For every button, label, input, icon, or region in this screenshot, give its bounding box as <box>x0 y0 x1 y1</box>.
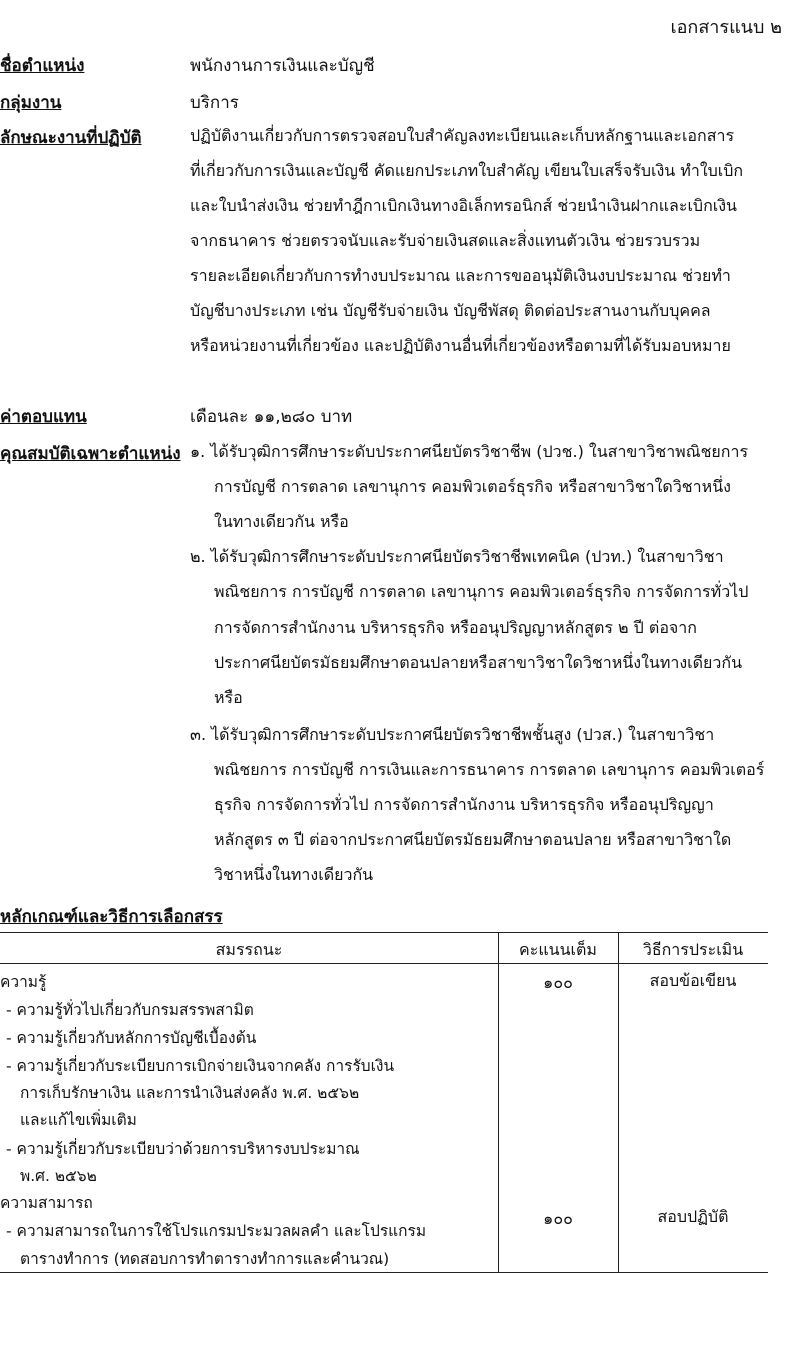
qualification-line: ประกาศนียบัตรมัธยมศึกษาตอนปลายหรือสาขาวิชาใดวิชาหนึ่งในทางเดียวกัน <box>214 653 743 672</box>
pay-value: เดือนละ ๑๑,๒๘๐ บาท <box>190 407 353 427</box>
table-border <box>0 963 768 964</box>
qualification-line: การบัญชี การตลาด เลขานุการ คอมพิวเตอร์ธุรกิจ หรือสาขาวิชาใดวิชาหนึ่ง <box>214 477 731 496</box>
row-category-knowledge: ความรู้ <box>0 973 47 991</box>
row-item: ตารางทำการ (ทดสอบการทำตารางทำการและคำนวณ) <box>20 1250 390 1268</box>
row-item: - ความรู้เกี่ยวกับระเบียบว่าด้วยการบริหารงบประมาณ <box>6 1140 360 1158</box>
duties-line: และใบนำส่งเงิน ช่วยทำฎีกาเบิกเงินทางอิเล็กทรอนิกส์ ช่วยนำเงินฝากและเบิกเงิน <box>190 196 737 215</box>
row-item: - ความรู้เกี่ยวกับหลักการบัญชีเบื้องต้น <box>6 1029 257 1047</box>
qualification-line: ธุรกิจ การจัดการทั่วไป การจัดการสำนักงาน บริหารธุรกิจ หรืออนุปริญญา <box>214 795 714 814</box>
group-value: บริการ <box>190 93 239 113</box>
qualification-line: พณิชยการ การบัญชี การเงินและการธนาคาร การตลาด เลขานุการ คอมพิวเตอร์ <box>214 760 765 779</box>
qualification-line: วิชาหนึ่งในทางเดียวกัน <box>214 865 374 884</box>
duties-line: ที่เกี่ยวกับการเงินและบัญชี คัดแยกประเภทใบสำคัญ เขียนใบเสร็จรับเงิน ทำใบเบิก <box>190 161 744 180</box>
row-category-ability: ความสามารถ <box>0 1194 93 1212</box>
row-score: ๑๐๐ <box>543 973 573 992</box>
duties-line: จากธนาคาร ช่วยตรวจนับและรับจ่ายเงินสดและสิ่งแทนตัวเงิน ช่วยรวบรวม <box>190 231 701 250</box>
table-header-competency: สมรรถนะ <box>215 940 283 959</box>
attachment-label: เอกสารแนบ ๒ <box>670 17 782 38</box>
selection-heading: หลักเกณฑ์และวิธีการเลือกสรร <box>0 907 223 927</box>
row-item: พ.ศ. ๒๕๖๒ <box>20 1167 97 1185</box>
qualification-line: การจัดการสำนักงาน บริหารธุรกิจ หรืออนุปริญญาหลักสูตร ๒ ปี ต่อจาก <box>214 618 697 637</box>
duties-line: หรือหน่วยงานที่เกี่ยวข้อง และปฏิบัติงานอื่นที่เกี่ยวข้องหรือตามที่ได้รับมอบหมาย <box>190 336 731 355</box>
duties-line: ปฏิบัติงานเกี่ยวกับการตรวจสอบใบสำคัญลงทะเบียนและเก็บหลักฐานและเอกสาร <box>190 126 735 145</box>
table-header-full-score: คะแนนเต็ม <box>519 940 597 959</box>
qualification-line: ๓. ได้รับวุฒิการศึกษาระดับประกาศนียบัตรวิชาชีพชั้นสูง (ปวส.) ในสาขาวิชา <box>190 725 715 744</box>
table-border <box>0 1272 768 1273</box>
position-value: พนักงานการเงินและบัญชี <box>190 56 375 76</box>
row-item: - ความรู้เกี่ยวกับระเบียบการเบิกจ่ายเงินจากคลัง การรับเงิน <box>6 1057 395 1075</box>
qualification-line: ๑. ได้รับวุฒิการศึกษาระดับประกาศนียบัตรวิชาชีพ (ปวช.) ในสาขาวิชาพณิชยการ <box>190 442 749 461</box>
qualification-line: ๒. ได้รับวุฒิการศึกษาระดับประกาศนียบัตรวิชาชีพเทคนิค (ปวท.) ในสาขาวิชา <box>190 547 724 566</box>
pay-label: ค่าตอบแทน <box>0 407 87 427</box>
row-item: และแก้ไขเพิ่มเติม <box>20 1111 137 1129</box>
row-item: - ความสามารถในการใช้โปรแกรมประมวลผลคำ และโปรแกรม <box>6 1222 427 1240</box>
row-score: ๑๐๐ <box>543 1209 573 1228</box>
row-item: การเก็บรักษาเงิน และการนำเงินส่งคลัง พ.ศ. ๒๕๖๒ <box>20 1084 360 1102</box>
position-label: ชื่อตำแหน่ง <box>0 56 85 76</box>
qualification-label: คุณสมบัติเฉพาะตำแหน่ง <box>0 444 181 464</box>
group-label: กลุ่มงาน <box>0 93 62 113</box>
duties-line: รายละเอียดเกี่ยวกับการทำงบประมาณ และการขออนุมัติเงินงบประมาณ ช่วยทำ <box>190 266 731 285</box>
table-header-method: วิธีการประเมิน <box>642 940 744 959</box>
qualification-line: พณิชยการ การบัญชี การตลาด เลขานุการ คอมพิวเตอร์ธุรกิจ การจัดการทั่วไป <box>214 582 749 601</box>
row-method: สอบปฏิบัติ <box>657 1207 729 1226</box>
table-border <box>0 932 768 933</box>
duties-line: บัญชีบางประเภท เช่น บัญชีรับจ่ายเงิน บัญชีพัสดุ ติดต่อประสานงานกับบุคคล <box>190 301 711 320</box>
row-item: - ความรู้ทั่วไปเกี่ยวกับกรมสรรพสามิต <box>6 1001 254 1019</box>
qualification-line: หลักสูตร ๓ ปี ต่อจากประกาศนียบัตรมัธยมศึกษาตอนปลาย หรือสาขาวิชาใด <box>214 830 732 849</box>
qualification-line: หรือ <box>214 688 243 707</box>
row-method: สอบข้อเขียน <box>649 971 737 990</box>
duties-label: ลักษณะงานที่ปฏิบัติ <box>0 128 142 148</box>
qualification-line: ในทางเดียวกัน หรือ <box>214 512 349 531</box>
